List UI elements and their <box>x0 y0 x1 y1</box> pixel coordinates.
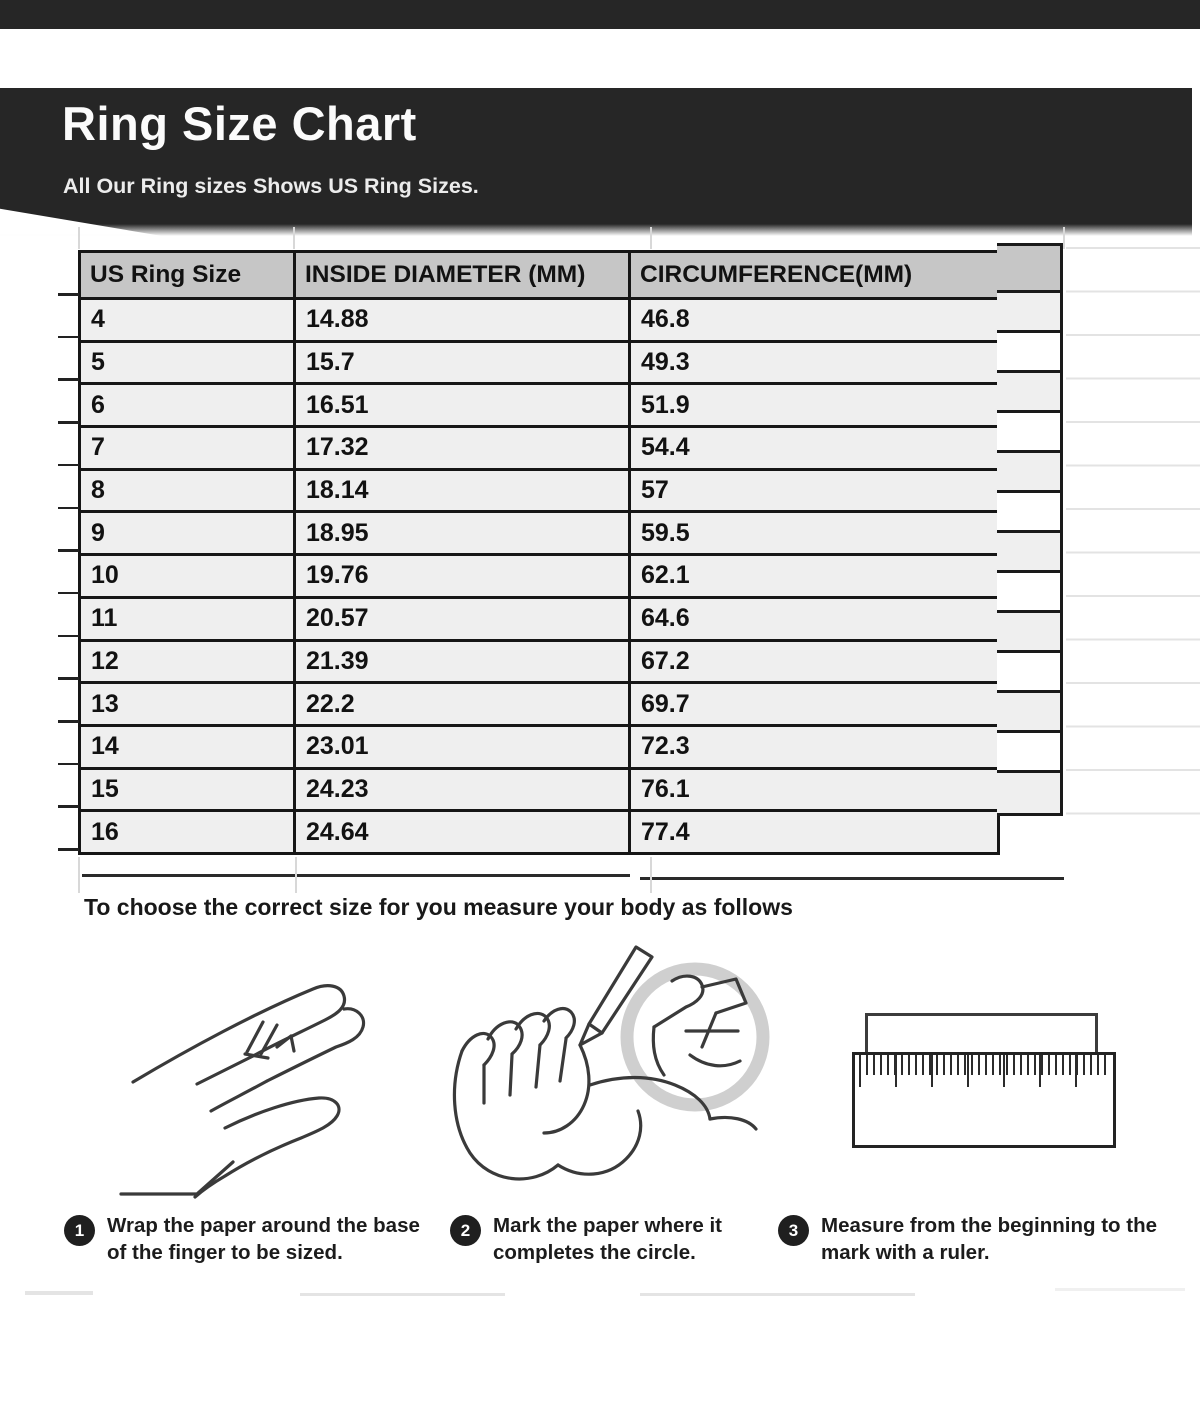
offset-border-stub <box>58 549 79 552</box>
spreadsheet-extra-cell <box>997 773 1060 813</box>
table-cell: 11 <box>80 597 295 640</box>
gridline-artifact <box>650 857 652 893</box>
gridline-artifact <box>295 857 297 893</box>
offset-border-stub <box>58 378 79 381</box>
table-cell: 77.4 <box>630 811 999 854</box>
table-cell: 46.8 <box>630 299 999 342</box>
table-cell: 72.3 <box>630 725 999 768</box>
gridline-artifact <box>293 227 295 249</box>
gridline-artifact <box>1063 227 1065 249</box>
table-cell: 15 <box>80 768 295 811</box>
table-cell: 21.39 <box>295 640 630 683</box>
offset-border-stub <box>58 635 79 638</box>
pencil-marking-paper-illustration <box>440 935 795 1210</box>
table-row <box>80 811 999 854</box>
offset-border-stub <box>58 421 79 424</box>
table-cell: 14 <box>80 725 295 768</box>
page-title: Ring Size Chart <box>62 97 417 150</box>
table-cell: 24.64 <box>295 811 630 854</box>
table-cell: 24.23 <box>295 768 630 811</box>
table-row <box>80 640 999 683</box>
ruler-ticks-tall <box>859 1055 1109 1087</box>
spreadsheet-extra-cell <box>997 693 1060 733</box>
spreadsheet-faint-gridlines <box>1066 247 1200 853</box>
table-cell: 69.7 <box>630 683 999 726</box>
table-cell: 54.4 <box>630 427 999 470</box>
offset-border-stub <box>58 464 79 467</box>
offset-border-stub <box>58 507 79 510</box>
column-header-us-ring-size: US Ring Size <box>80 252 295 299</box>
step-3 <box>778 1212 1190 1267</box>
measure-instructions-heading: To choose the correct size for you measure your body as follows <box>84 894 793 920</box>
table-row <box>80 299 999 342</box>
table-cell: 16.51 <box>295 384 630 427</box>
table-cell: 17.32 <box>295 427 630 470</box>
table-cell: 10 <box>80 555 295 598</box>
spreadsheet-extra-cell <box>997 373 1060 413</box>
table-cell: 18.14 <box>295 469 630 512</box>
table-row <box>80 683 999 726</box>
gridline-artifact <box>650 227 652 249</box>
offset-border-artifact <box>640 877 1064 880</box>
table-cell: 62.1 <box>630 555 999 598</box>
spreadsheet-extra-cell <box>997 333 1060 373</box>
offset-border-stub <box>58 720 79 723</box>
table-row <box>80 427 999 470</box>
offset-border-stub <box>58 805 79 808</box>
spreadsheet-extra-cell <box>997 733 1060 773</box>
smudge-artifact <box>1055 1288 1185 1291</box>
spreadsheet-extra-cell <box>997 293 1060 333</box>
ring-size-table <box>78 250 1000 855</box>
spreadsheet-extra-cell <box>997 453 1060 493</box>
spreadsheet-extra-cell <box>997 533 1060 573</box>
smudge-artifact <box>640 1293 915 1296</box>
offset-border-stub <box>58 592 79 595</box>
ring-size-table-body <box>80 299 999 854</box>
step-3-number-badge: 3 <box>778 1215 809 1246</box>
table-cell: 23.01 <box>295 725 630 768</box>
table-cell: 64.6 <box>630 597 999 640</box>
table-row <box>80 597 999 640</box>
table-cell: 76.1 <box>630 768 999 811</box>
spreadsheet-extra-column <box>997 243 1063 816</box>
column-header-inside-diameter: INSIDE DIAMETER (MM) <box>295 252 630 299</box>
header-banner-fade <box>0 224 1192 236</box>
table-row <box>80 768 999 811</box>
table-row <box>80 469 999 512</box>
spreadsheet-extra-cell <box>997 573 1060 613</box>
table-cell: 49.3 <box>630 341 999 384</box>
offset-border-stub <box>58 336 79 339</box>
spreadsheet-extra-cell <box>997 493 1060 533</box>
table-cell: 4 <box>80 299 295 342</box>
table-cell: 19.76 <box>295 555 630 598</box>
table-cell: 6 <box>80 384 295 427</box>
gridline-artifact <box>78 857 80 893</box>
step-1 <box>64 1212 436 1267</box>
table-cell: 15.7 <box>295 341 630 384</box>
step-3-text: Measure from the beginning to the mark with a ruler. <box>821 1214 1157 1265</box>
table-cell: 12 <box>80 640 295 683</box>
table-cell: 13 <box>80 683 295 726</box>
offset-border-stub <box>58 763 79 766</box>
table-cell: 57 <box>630 469 999 512</box>
magnifier-ring-icon <box>627 969 763 1105</box>
column-header-circumference: CIRCUMFERENCE(MM) <box>630 252 999 299</box>
offset-border-stub <box>58 677 79 680</box>
spreadsheet-extra-cell <box>997 413 1060 453</box>
table-cell: 9 <box>80 512 295 555</box>
ruler-measuring-paper-illustration <box>852 1052 1116 1148</box>
table-cell: 59.5 <box>630 512 999 555</box>
table-row <box>80 341 999 384</box>
smudge-artifact <box>300 1293 505 1296</box>
table-cell: 18.95 <box>295 512 630 555</box>
table-cell: 20.57 <box>295 597 630 640</box>
header-top-black-bar <box>0 0 1200 29</box>
offset-border-stub <box>58 293 79 296</box>
offset-border-artifact <box>82 874 630 877</box>
step-2-text: Mark the paper where it completes the circle. <box>493 1214 722 1265</box>
table-cell: 51.9 <box>630 384 999 427</box>
smudge-artifact <box>25 1291 93 1295</box>
table-row <box>80 725 999 768</box>
gridline-artifact <box>78 227 80 249</box>
hand-with-paper-strip-illustration <box>105 952 450 1207</box>
spreadsheet-extra-cell <box>997 653 1060 693</box>
table-cell: 7 <box>80 427 295 470</box>
table-cell: 16 <box>80 811 295 854</box>
table-header-row <box>80 252 999 299</box>
table-cell: 22.2 <box>295 683 630 726</box>
table-row <box>80 512 999 555</box>
offset-border-stub <box>58 848 79 851</box>
table-cell: 5 <box>80 341 295 384</box>
table-cell: 14.88 <box>295 299 630 342</box>
table-cell: 8 <box>80 469 295 512</box>
step-2-number-badge: 2 <box>450 1215 481 1246</box>
table-row <box>80 384 999 427</box>
step-1-number-badge: 1 <box>64 1215 95 1246</box>
header-white-strip <box>15 29 1200 88</box>
spreadsheet-extra-cell <box>997 613 1060 653</box>
table-cell: 67.2 <box>630 640 999 683</box>
table-row <box>80 555 999 598</box>
page-subtitle: All Our Ring sizes Shows US Ring Sizes. <box>63 174 479 198</box>
step-1-text: Wrap the paper around the base of the finger to be sized. <box>107 1214 420 1265</box>
step-2 <box>450 1212 770 1267</box>
spreadsheet-extra-cell <box>997 246 1060 293</box>
